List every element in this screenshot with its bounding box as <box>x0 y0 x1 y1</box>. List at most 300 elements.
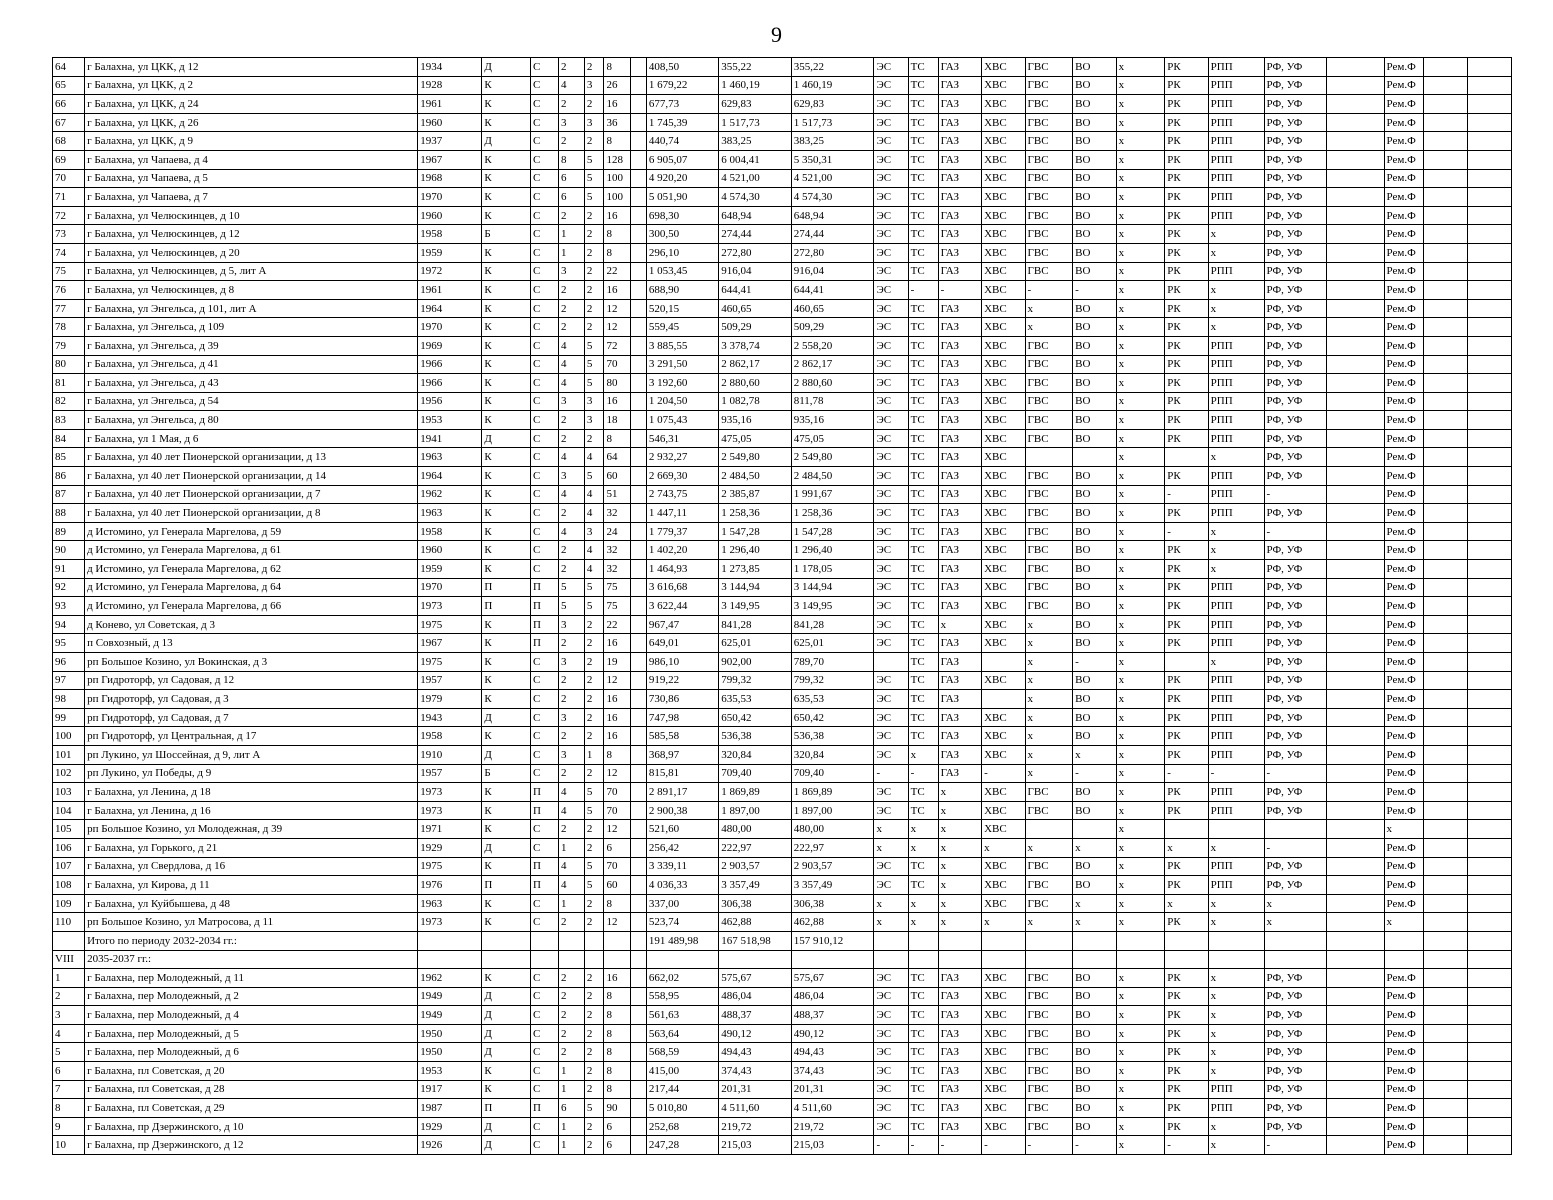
table-cell: 1987 <box>418 1099 482 1118</box>
table-cell: Рем.Ф <box>1384 467 1423 486</box>
table-cell <box>1326 801 1384 820</box>
table-cell <box>1326 522 1384 541</box>
table-cell: г Балахна, ул Горького, д 21 <box>85 838 418 857</box>
table-cell: 201,31 <box>791 1080 874 1099</box>
table-cell <box>1468 838 1512 857</box>
table-cell: ЭС <box>874 1006 908 1025</box>
table-cell: 70 <box>604 783 631 802</box>
table-cell: 3 <box>558 262 584 281</box>
table-cell <box>1423 485 1467 504</box>
table-cell: 2 <box>584 969 604 988</box>
table-cell: ЭС <box>874 318 908 337</box>
table-cell: 2 <box>53 987 85 1006</box>
table-cell: х <box>1116 913 1165 932</box>
table-cell: ЭС <box>874 1043 908 1062</box>
table-cell: ВО <box>1073 467 1116 486</box>
table-cell: 3 <box>558 745 584 764</box>
table-cell: 1972 <box>418 262 482 281</box>
table-cell: РК <box>1165 1024 1208 1043</box>
table-cell: П <box>531 1099 559 1118</box>
table-cell: 1973 <box>418 783 482 802</box>
table-cell: х <box>1208 969 1264 988</box>
table-cell: ХВС <box>982 448 1025 467</box>
table-cell: РФ, УФ <box>1264 132 1326 151</box>
table-cell <box>1468 578 1512 597</box>
table-cell: 1 273,85 <box>719 560 791 579</box>
table-cell: 2 <box>584 820 604 839</box>
table-cell: П <box>531 615 559 634</box>
table-cell <box>1423 857 1467 876</box>
table-cell: ХВС <box>982 894 1025 913</box>
table-cell <box>1468 448 1512 467</box>
table-cell: ГВС <box>1025 1099 1073 1118</box>
table-cell: ТС <box>908 188 938 207</box>
table-cell <box>1468 485 1512 504</box>
table-cell: 5 <box>558 578 584 597</box>
table-cell: 92 <box>53 578 85 597</box>
table-cell: ГВС <box>1025 1024 1073 1043</box>
table-cell: 2 <box>584 1006 604 1025</box>
table-cell: 1975 <box>418 653 482 672</box>
table-cell: 104 <box>53 801 85 820</box>
table-cell: 16 <box>604 727 631 746</box>
table-cell: 5 <box>584 467 604 486</box>
table-cell: Рем.Ф <box>1384 132 1423 151</box>
table-cell: ХВС <box>982 727 1025 746</box>
table-cell: 2 <box>584 615 604 634</box>
table-cell: ТС <box>908 206 938 225</box>
table-cell: С <box>531 1024 559 1043</box>
table-row <box>53 188 1512 207</box>
table-cell: РФ, УФ <box>1264 671 1326 690</box>
table-cell: 2 669,30 <box>646 467 718 486</box>
table-cell: 320,84 <box>719 745 791 764</box>
table-cell: 644,41 <box>719 281 791 300</box>
table-cell: 3 144,94 <box>719 578 791 597</box>
table-cell: РФ, УФ <box>1264 411 1326 430</box>
table-cell: х <box>1208 560 1264 579</box>
table-cell <box>1326 894 1384 913</box>
table-cell <box>631 783 647 802</box>
table-cell: С <box>531 206 559 225</box>
table-cell: К <box>482 243 531 262</box>
table-cell: х <box>1116 708 1165 727</box>
table-cell: ГАЗ <box>938 764 981 783</box>
table-cell <box>631 1043 647 1062</box>
table-cell: 5 350,31 <box>791 150 874 169</box>
table-cell: х <box>1025 745 1073 764</box>
table-cell: г Балахна, ул ЦКК, д 24 <box>85 95 418 114</box>
table-cell: РК <box>1165 969 1208 988</box>
table-cell <box>631 206 647 225</box>
table-cell: 78 <box>53 318 85 337</box>
table-cell: х <box>1116 95 1165 114</box>
table-cell: РК <box>1165 243 1208 262</box>
table-cell <box>1326 671 1384 690</box>
table-cell: ГАЗ <box>938 1024 981 1043</box>
table-cell: 90 <box>53 541 85 560</box>
table-cell: С <box>531 708 559 727</box>
table-cell: 2 549,80 <box>791 448 874 467</box>
table-cell: 462,88 <box>719 913 791 932</box>
table-cell: РК <box>1165 634 1208 653</box>
table-cell: Д <box>482 1006 531 1025</box>
table-cell: х <box>1208 1006 1264 1025</box>
table-cell: ВО <box>1073 58 1116 77</box>
table-row <box>53 820 1512 839</box>
table-cell: 2 549,80 <box>719 448 791 467</box>
table-cell <box>1468 820 1512 839</box>
table-cell: 1926 <box>418 1136 482 1155</box>
table-cell <box>1468 467 1512 486</box>
table-cell: ГАЗ <box>938 95 981 114</box>
table-cell: ВО <box>1073 783 1116 802</box>
table-row <box>53 969 1512 988</box>
table-cell: ВО <box>1073 597 1116 616</box>
table-cell: ГВС <box>1025 541 1073 560</box>
table-cell: 76 <box>53 281 85 300</box>
table-cell <box>1423 299 1467 318</box>
table-cell: ХВС <box>982 783 1025 802</box>
table-cell: 2 <box>558 429 584 448</box>
table-cell <box>631 634 647 653</box>
table-cell <box>982 950 1025 969</box>
table-cell: 3 <box>558 708 584 727</box>
table-cell <box>558 950 584 969</box>
table-row <box>53 76 1512 95</box>
table-row <box>53 522 1512 541</box>
table-cell: РФ, УФ <box>1264 336 1326 355</box>
table-cell: К <box>482 913 531 932</box>
table-row <box>53 225 1512 244</box>
table-cell <box>1468 783 1512 802</box>
table-cell: 677,73 <box>646 95 718 114</box>
table-cell: 383,25 <box>719 132 791 151</box>
table-cell: ГАЗ <box>938 504 981 523</box>
table-cell: 2 <box>584 95 604 114</box>
table-cell: 480,00 <box>719 820 791 839</box>
table-cell: 1 460,19 <box>719 76 791 95</box>
table-cell: П <box>531 597 559 616</box>
table-cell <box>631 95 647 114</box>
table-cell: РФ, УФ <box>1264 615 1326 634</box>
table-cell: 72 <box>53 206 85 225</box>
table-row <box>53 392 1512 411</box>
table-cell: РК <box>1165 987 1208 1006</box>
table-cell: х <box>874 838 908 857</box>
table-cell: 568,59 <box>646 1043 718 1062</box>
table-cell: ХВС <box>982 671 1025 690</box>
table-cell: 486,04 <box>791 987 874 1006</box>
table-cell <box>1326 931 1384 950</box>
table-cell: 649,01 <box>646 634 718 653</box>
table-cell: ХВС <box>982 1006 1025 1025</box>
table-cell: 5 <box>584 355 604 374</box>
table-cell: ЭС <box>874 299 908 318</box>
table-cell: х <box>1116 411 1165 430</box>
table-cell <box>1423 894 1467 913</box>
table-cell <box>631 392 647 411</box>
table-cell: 383,25 <box>791 132 874 151</box>
table-cell: ВО <box>1073 169 1116 188</box>
table-cell: 222,97 <box>791 838 874 857</box>
table-cell <box>1073 931 1116 950</box>
table-cell <box>1423 950 1467 969</box>
table-cell: РПП <box>1208 132 1264 151</box>
table-cell <box>1423 76 1467 95</box>
table-cell <box>1468 132 1512 151</box>
table-cell: С <box>531 58 559 77</box>
table-cell <box>1025 950 1073 969</box>
table-cell: 72 <box>604 336 631 355</box>
table-cell: х <box>1116 467 1165 486</box>
table-cell: С <box>531 838 559 857</box>
table-cell <box>631 820 647 839</box>
table-cell <box>1423 708 1467 727</box>
table-cell: 16 <box>604 206 631 225</box>
table-cell <box>1468 597 1512 616</box>
table-cell: Итого по периоду 2032-2034 гг.: <box>85 931 418 950</box>
table-cell: 2 <box>558 671 584 690</box>
table-cell: Рем.Ф <box>1384 411 1423 430</box>
table-cell: ВО <box>1073 1080 1116 1099</box>
table-cell: х <box>1116 336 1165 355</box>
table-cell: ХВС <box>982 169 1025 188</box>
table-cell: 8 <box>604 429 631 448</box>
table-cell: Рем.Ф <box>1384 708 1423 727</box>
table-cell: рп Гидроторф, ул Садовая, д 3 <box>85 690 418 709</box>
table-cell: 8 <box>604 225 631 244</box>
table-cell <box>604 931 631 950</box>
table-cell <box>791 950 874 969</box>
table-cell: К <box>482 671 531 690</box>
table-cell: 4 <box>558 336 584 355</box>
table-cell: К <box>482 857 531 876</box>
table-cell: х <box>1025 708 1073 727</box>
table-cell: 575,67 <box>791 969 874 988</box>
table-cell: 1976 <box>418 876 482 895</box>
table-cell: РПП <box>1208 597 1264 616</box>
table-cell: К <box>482 392 531 411</box>
table-cell: РК <box>1165 1006 1208 1025</box>
table-cell <box>1423 467 1467 486</box>
table-cell: Рем.Ф <box>1384 150 1423 169</box>
table-cell: 2035-2037 гг.: <box>85 950 418 969</box>
table-cell: РПП <box>1208 578 1264 597</box>
table-cell: 2 385,87 <box>719 485 791 504</box>
table-cell: х <box>1116 225 1165 244</box>
table-cell: 2 <box>584 690 604 709</box>
table-cell: 521,60 <box>646 820 718 839</box>
table-cell: ЭС <box>874 448 908 467</box>
table-cell: 919,22 <box>646 671 718 690</box>
table-cell: С <box>531 132 559 151</box>
table-cell: ЭС <box>874 281 908 300</box>
table-cell: г Балахна, ул Чапаева, д 7 <box>85 188 418 207</box>
table-cell: К <box>482 374 531 393</box>
table-cell: РПП <box>1208 857 1264 876</box>
table-row <box>53 745 1512 764</box>
table-cell <box>1326 95 1384 114</box>
table-cell: ХВС <box>982 243 1025 262</box>
table-cell: 460,65 <box>791 299 874 318</box>
table-cell: С <box>531 392 559 411</box>
table-cell: ЭС <box>874 113 908 132</box>
table-cell: ГАЗ <box>938 987 981 1006</box>
table-cell <box>1423 95 1467 114</box>
table-cell: 8 <box>604 894 631 913</box>
table-cell: 3 378,74 <box>719 336 791 355</box>
table-row <box>53 169 1512 188</box>
table-cell: 1 <box>558 225 584 244</box>
table-cell: РК <box>1165 727 1208 746</box>
table-cell: РК <box>1165 150 1208 169</box>
table-cell: 494,43 <box>791 1043 874 1062</box>
table-cell <box>1165 950 1208 969</box>
table-cell <box>1423 411 1467 430</box>
table-cell: С <box>531 1062 559 1081</box>
table-cell: 1961 <box>418 281 482 300</box>
table-cell: ВО <box>1073 485 1116 504</box>
table-cell: 67 <box>53 113 85 132</box>
table-cell: ТС <box>908 336 938 355</box>
table-cell: ХВС <box>982 467 1025 486</box>
table-cell: г Балахна, пер Молодежный, д 6 <box>85 1043 418 1062</box>
table-cell: РК <box>1165 857 1208 876</box>
table-cell: 1 <box>558 894 584 913</box>
table-cell <box>631 113 647 132</box>
table-cell: ХВС <box>982 392 1025 411</box>
table-cell: ЭС <box>874 597 908 616</box>
table-cell: 90 <box>604 1099 631 1118</box>
table-cell: ВО <box>1073 560 1116 579</box>
table-cell <box>982 690 1025 709</box>
table-cell: 74 <box>53 243 85 262</box>
table-cell: ТС <box>908 653 938 672</box>
table-cell: 967,47 <box>646 615 718 634</box>
table-cell <box>1423 876 1467 895</box>
table-cell: 4 <box>558 448 584 467</box>
table-cell <box>1468 1117 1512 1136</box>
table-cell: х <box>1116 634 1165 653</box>
table-cell: 523,74 <box>646 913 718 932</box>
table-cell: 77 <box>53 299 85 318</box>
table-cell: х <box>1208 299 1264 318</box>
table-cell: 916,04 <box>719 262 791 281</box>
table-cell: х <box>1116 113 1165 132</box>
table-cell: ГАЗ <box>938 690 981 709</box>
table-cell: РФ, УФ <box>1264 355 1326 374</box>
table-cell <box>1423 169 1467 188</box>
table-cell: 1 204,50 <box>646 392 718 411</box>
table-cell: 1 517,73 <box>791 113 874 132</box>
table-cell: 536,38 <box>719 727 791 746</box>
table-cell: ХВС <box>982 708 1025 727</box>
table-cell: 1973 <box>418 597 482 616</box>
table-cell: 2 <box>558 969 584 988</box>
table-cell: х <box>982 838 1025 857</box>
table-cell: х <box>982 913 1025 932</box>
table-cell <box>631 1099 647 1118</box>
table-cell <box>1468 857 1512 876</box>
table-cell: г Балахна, ул Энгельса, д 80 <box>85 411 418 430</box>
table-cell: 105 <box>53 820 85 839</box>
table-cell: ТС <box>908 727 938 746</box>
table-cell <box>1326 653 1384 672</box>
table-cell <box>1423 987 1467 1006</box>
table-cell <box>1423 1024 1467 1043</box>
table-cell: 5 <box>584 374 604 393</box>
table-cell: Рем.Ф <box>1384 318 1423 337</box>
table-cell: Рем.Ф <box>1384 336 1423 355</box>
table-cell <box>1468 169 1512 188</box>
table-cell: 559,45 <box>646 318 718 337</box>
table-cell: 1968 <box>418 169 482 188</box>
table-cell: х <box>1025 634 1073 653</box>
table-cell: 100 <box>604 169 631 188</box>
table-cell: РФ, УФ <box>1264 653 1326 672</box>
table-cell: К <box>482 113 531 132</box>
table-cell: 75 <box>604 578 631 597</box>
table-cell: 75 <box>604 597 631 616</box>
table-row <box>53 1117 1512 1136</box>
table-cell: х <box>1025 764 1073 783</box>
table-cell: х <box>938 783 981 802</box>
table-cell: 3 <box>584 392 604 411</box>
table-row <box>53 727 1512 746</box>
table-cell: 4 920,20 <box>646 169 718 188</box>
table-cell: Рем.Ф <box>1384 838 1423 857</box>
table-cell: 1950 <box>418 1043 482 1062</box>
table-cell <box>1468 987 1512 1006</box>
table-cell: 4 <box>558 783 584 802</box>
table-cell <box>631 429 647 448</box>
table-cell: 2 <box>558 58 584 77</box>
table-cell: ЭС <box>874 727 908 746</box>
table-cell: 4 <box>584 560 604 579</box>
table-cell: РПП <box>1208 336 1264 355</box>
table-cell: ЭС <box>874 987 908 1006</box>
table-cell: ГАЗ <box>938 708 981 727</box>
table-cell <box>1468 336 1512 355</box>
table-cell: С <box>531 467 559 486</box>
table-cell: 1 <box>558 1062 584 1081</box>
table-cell: х <box>908 745 938 764</box>
table-cell: - <box>982 1136 1025 1155</box>
table-cell: 5 <box>584 150 604 169</box>
table-cell: 99 <box>53 708 85 727</box>
table-cell: ТС <box>908 615 938 634</box>
table-cell: ГВС <box>1025 169 1073 188</box>
table-cell: ГАЗ <box>938 485 981 504</box>
table-cell: 3 <box>558 392 584 411</box>
table-cell: х <box>1208 987 1264 1006</box>
table-cell: ТС <box>908 299 938 318</box>
table-cell: 1958 <box>418 225 482 244</box>
table-cell <box>1423 690 1467 709</box>
table-cell: 6 <box>53 1062 85 1081</box>
table-cell: 1941 <box>418 429 482 448</box>
table-cell: РПП <box>1208 783 1264 802</box>
table-cell: ГВС <box>1025 1043 1073 1062</box>
table-cell: ХВС <box>982 113 1025 132</box>
table-cell <box>1326 76 1384 95</box>
table-cell <box>1423 671 1467 690</box>
table-row <box>53 336 1512 355</box>
table-cell: 4 <box>558 801 584 820</box>
table-row <box>53 838 1512 857</box>
table-cell: Рем.Ф <box>1384 578 1423 597</box>
